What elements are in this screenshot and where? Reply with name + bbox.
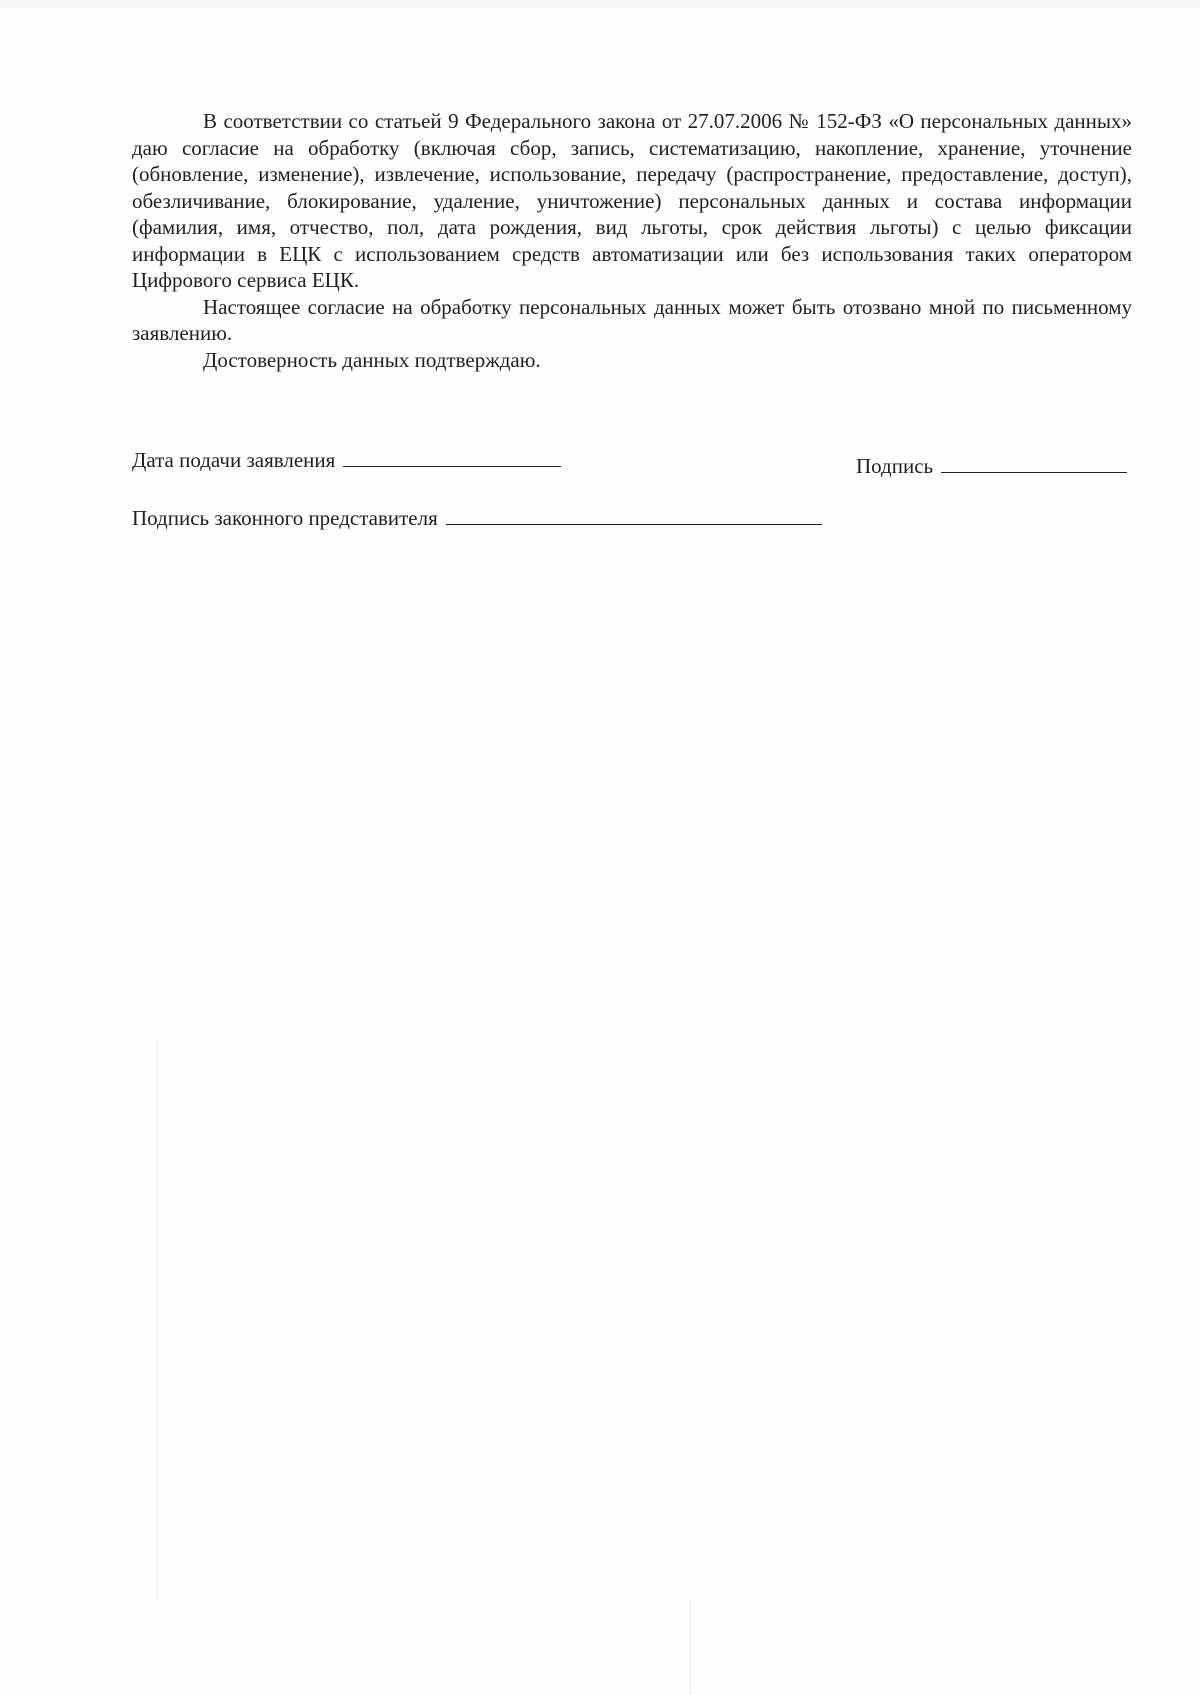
date-blank-line[interactable] <box>343 446 561 467</box>
consent-text <box>132 108 1132 373</box>
legal-rep-label: Подпись законного представителя <box>132 506 438 530</box>
scan-artifact <box>0 0 1200 8</box>
signature-field-row <box>856 452 1127 479</box>
confirmation-paragraph: Достоверность данных подтверждаю. <box>203 347 541 372</box>
signature-blank-line[interactable] <box>941 452 1127 473</box>
consent-paragraph: В соответствии со статьей 9 Федерального закона от 27.07.2006 № 152-ФЗ «О персональных данных» даю согласие на обработку (включая сбор, запись, систематизацию, накопление, хранение, уточнение (обновление, изменение), извлечение, использование, передачу (распространение, предоставление, доступ), обезличивание, блокирование, удаление, уничтожение) персональных данных и состава информации (фамилия, имя, отчество, пол, дата рождения, вид льготы, срок действия льготы) с целью фиксации информации в ЕЦК с использованием средств автоматизации или без использования таких оператором Цифрового сервиса ЕЦК. <box>132 109 1132 292</box>
revocation-paragraph: Настоящее согласие на обработку персональных данных может быть отозвано мной по письменному заявлению. <box>132 294 1132 345</box>
scan-artifact <box>690 1600 691 1695</box>
legal-rep-blank-line[interactable] <box>446 504 822 525</box>
scan-artifact <box>156 1040 157 1600</box>
date-label: Дата подачи заявления <box>132 448 336 472</box>
legal-rep-field-row <box>132 504 822 531</box>
signature-label: Подпись <box>856 454 934 478</box>
date-field-row <box>132 446 561 473</box>
